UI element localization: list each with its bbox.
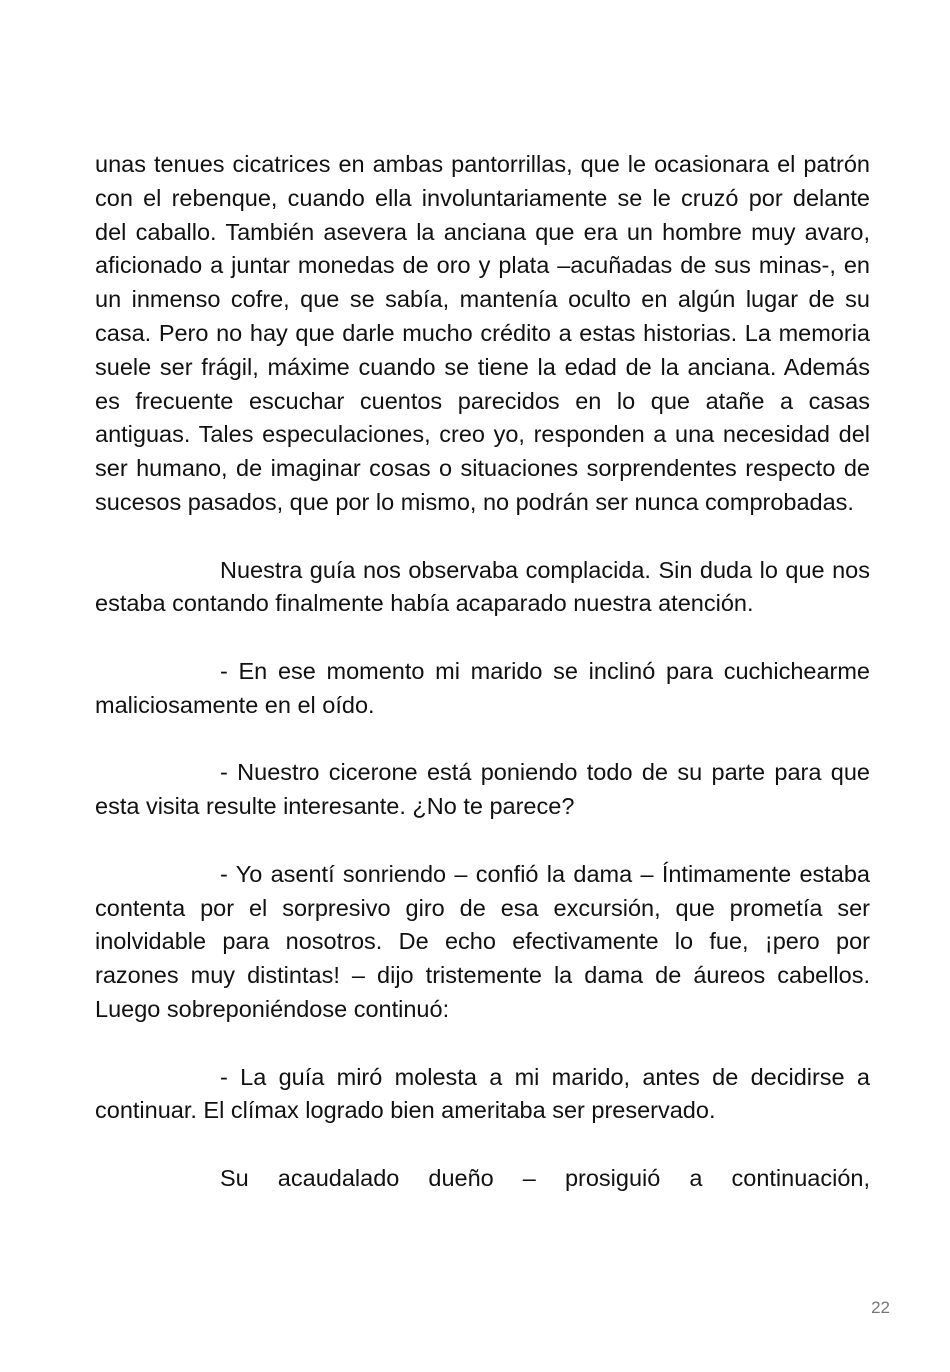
paragraph-1: unas tenues cicatrices en ambas pantorrillas, que le ocasionara el patrón con el rebenque, cuando ella involuntariamente se le cruzó por delante del caballo. También asevera la anciana que era un hombre muy avaro, aficionado a juntar monedas de oro y plata –acuñadas de sus minas-, en un inmenso cofre, que se sabía, mantenía oculto en algún lugar de su casa. Pero no hay que darle mucho crédito a estas historias. La memoria suele ser frágil, máxime cuando se tiene la edad de la anciana. Además es frecuente escuchar cuentos parecidos en lo que atañe a casas antiguas. Tales especulaciones, creo yo, responden a una necesidad del ser humano, de imaginar cosas o situaciones sorprendentes respecto de sucesos pasados, que por lo mismo, no podrán ser nunca comprobadas. (95, 151, 870, 515)
paragraph-3: - En ese momento mi marido se inclinó para cuchichearme maliciosamente en el oído. (95, 657, 870, 718)
paragraph-6: - La guía miró molesta a mi marido, antes de decidirse a continuar. El clímax logrado bien ameritaba ser preservado. (95, 1063, 870, 1124)
paragraph-2: Nuestra guía nos observaba complacida. Sin duda lo que nos estaba contando finalmente había acaparado nuestra atención. (95, 556, 870, 617)
page-body (95, 148, 870, 1196)
page-number: 22 (871, 1298, 890, 1317)
paragraph-4: - Nuestro cicerone está poniendo todo de su parte para que esta visita resulte interesante. ¿No te parece? (95, 759, 870, 820)
paragraph-7: Su acaudalado dueño – prosiguió a continuación, (220, 1164, 870, 1191)
paragraph-5: - Yo asentí sonriendo – confió la dama – Íntimamente estaba contenta por el sorpresivo giro de esa excursión, que prometía ser inolvidable para nosotros. De echo efectivamente lo fue, ¡pero por razones muy distintas! – dijo tristemente la dama de áureos cabellos. Luego sobreponiéndose continuó: (95, 860, 870, 1022)
